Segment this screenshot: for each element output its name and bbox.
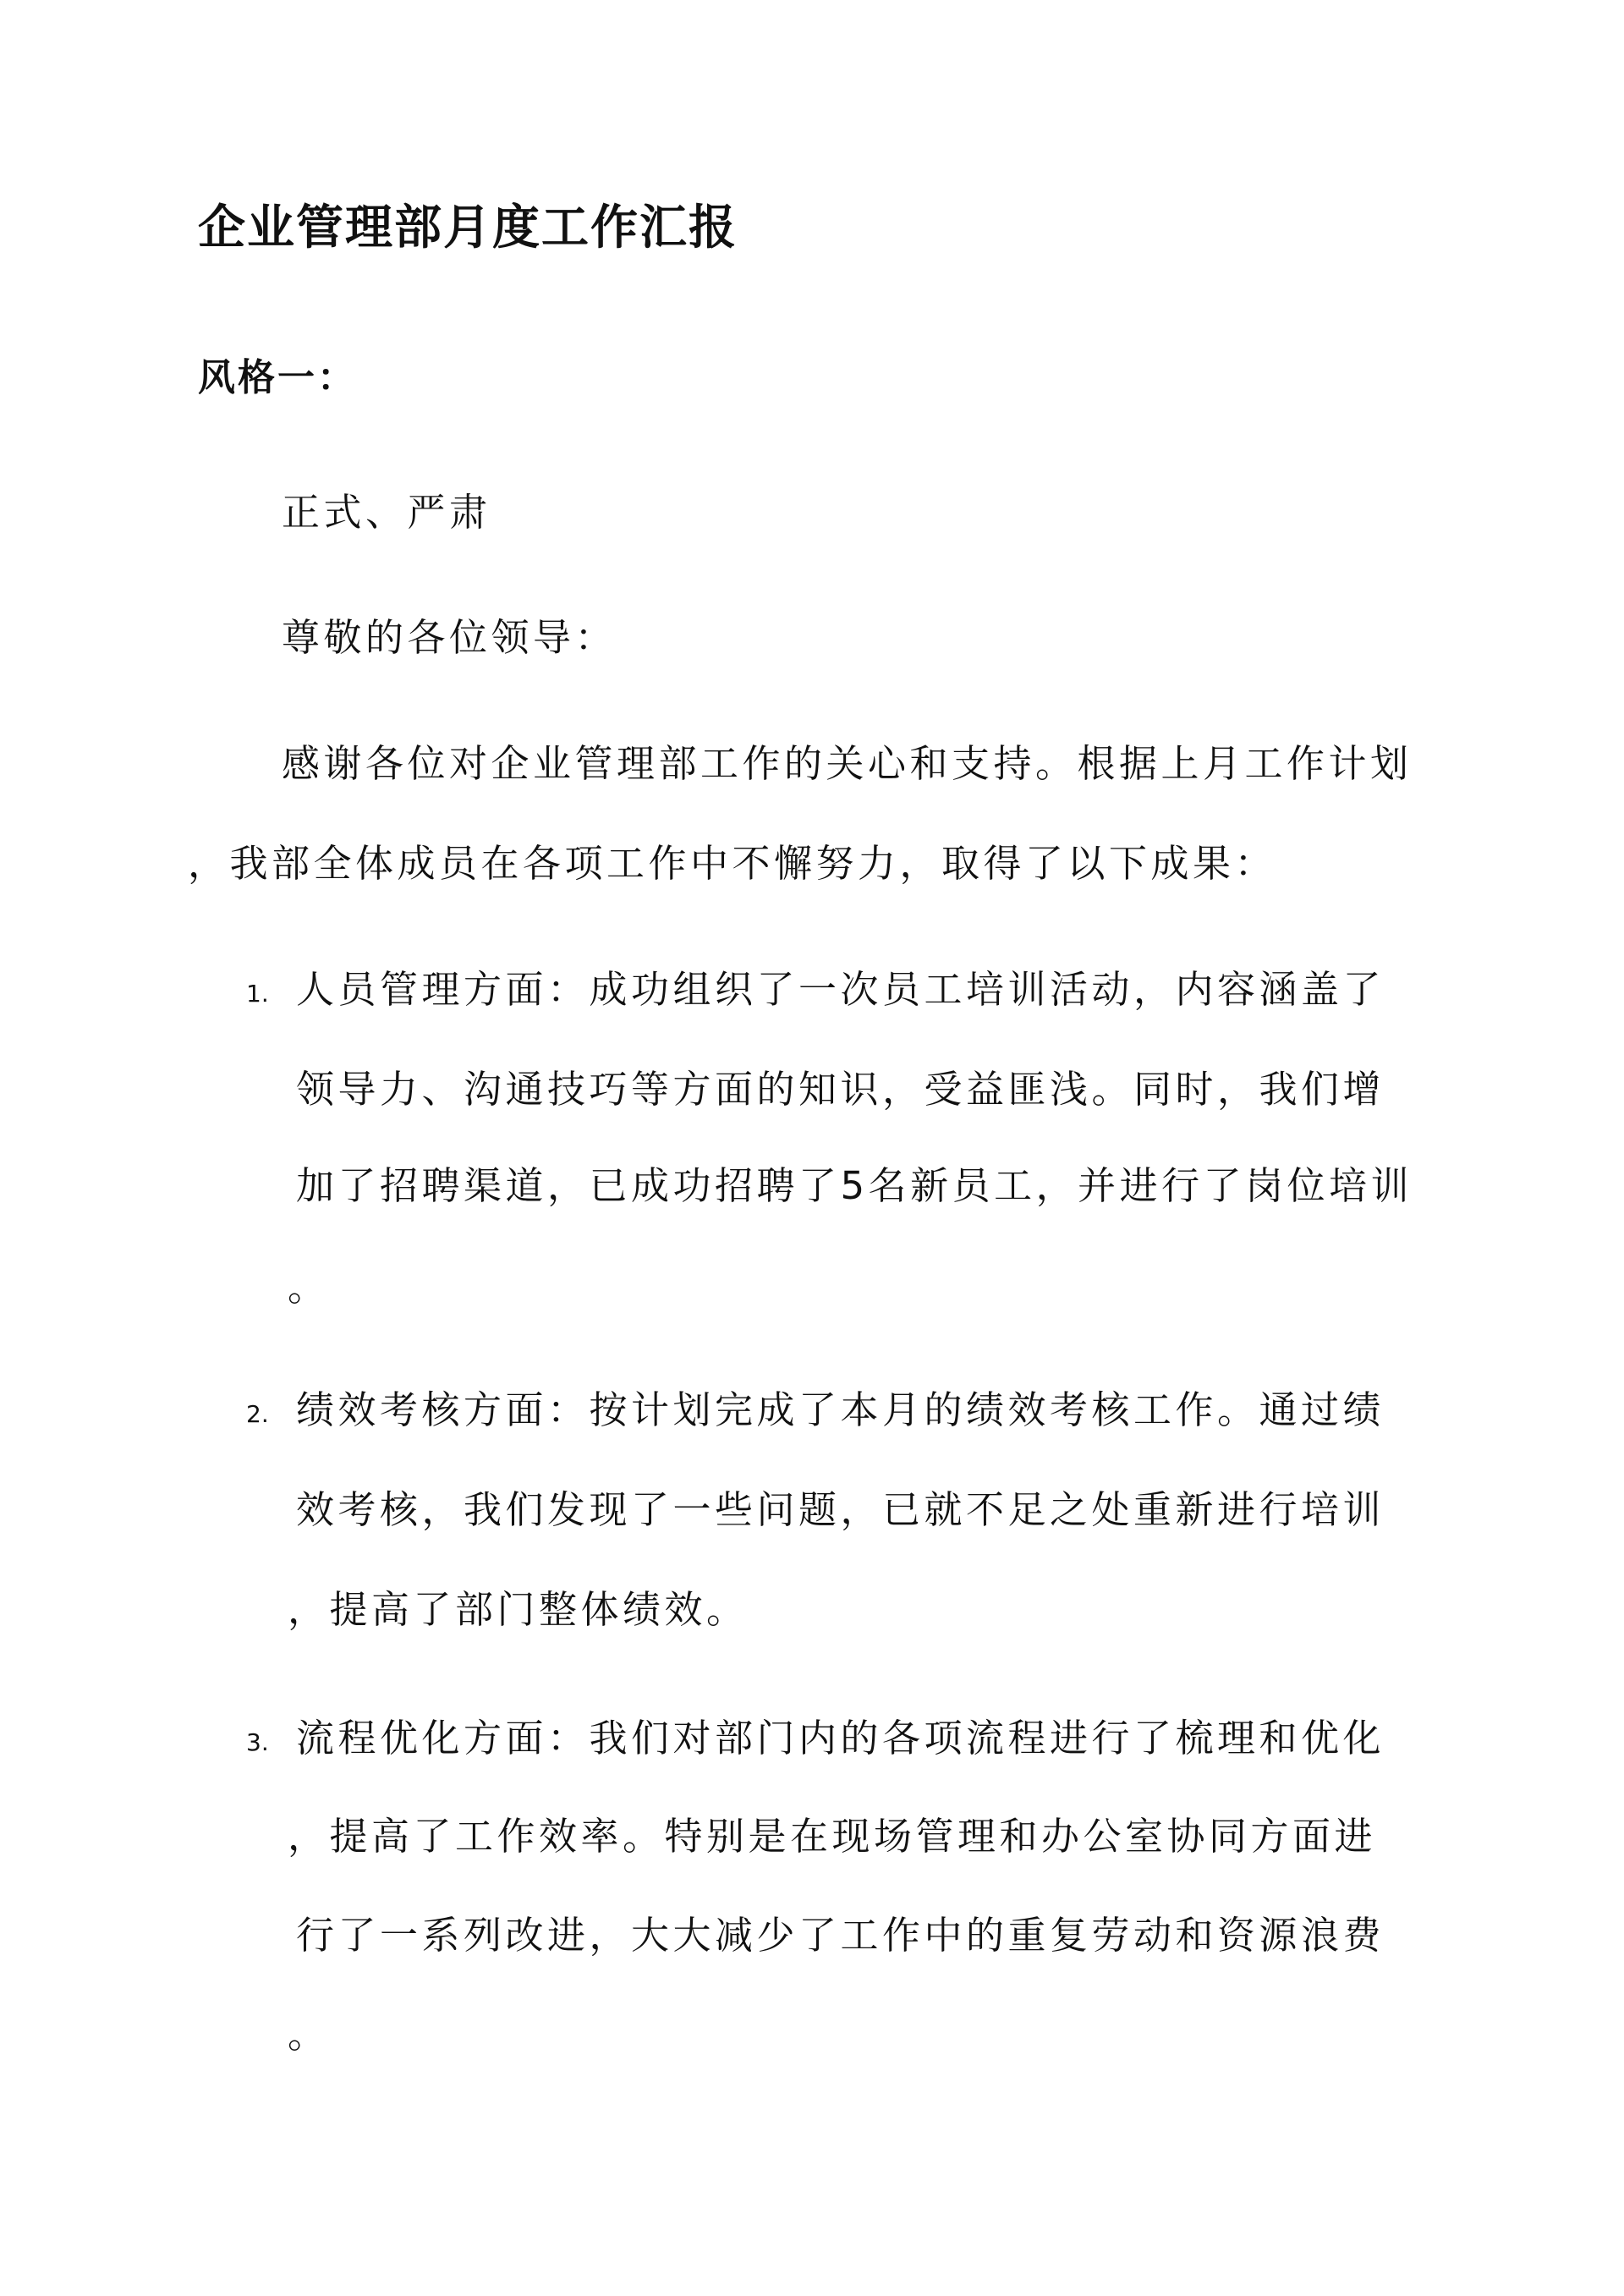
document-title: 企业管理部月度工作汇报 bbox=[198, 200, 738, 255]
style-heading: 风格一： bbox=[198, 356, 357, 399]
list-line: 行了一系列改进，大大减少了工作中的重复劳动和资源浪费 bbox=[296, 1913, 1385, 1958]
list-line: 。 bbox=[288, 2012, 330, 2057]
list-line: ，提高了部门整体绩效。 bbox=[288, 1587, 749, 1632]
list-line: 绩效考核方面：按计划完成了本月的绩效考核工作。通过绩 bbox=[296, 1387, 1385, 1432]
list-line: 领导力、沟通技巧等方面的知识，受益匪浅。同时，我们增 bbox=[296, 1067, 1385, 1112]
list-line: 流程优化方面：我们对部门内的各项流程进行了梳理和优化 bbox=[296, 1716, 1385, 1760]
intro-line: 感谢各位对企业管理部工作的关心和支持。根据上月工作计划 bbox=[282, 741, 1413, 786]
intro-line: ，我部全体成员在各项工作中不懈努力，取得了以下成果： bbox=[188, 841, 1277, 886]
list-number: 1. bbox=[246, 980, 269, 1008]
list-number: 3. bbox=[246, 1728, 269, 1756]
list-line: 加了招聘渠道，已成功招聘了5名新员工，并进行了岗位培训 bbox=[296, 1163, 1413, 1208]
salutation: 尊敬的各位领导： bbox=[282, 615, 617, 660]
list-line: ，提高了工作效率。特别是在现场管理和办公室协同方面进 bbox=[288, 1814, 1377, 1859]
list-number: 2. bbox=[246, 1400, 269, 1428]
list-line: 效考核，我们发现了一些问题，已就不足之处重新进行培训 bbox=[296, 1487, 1385, 1532]
list-line: 人员管理方面：成功组织了一次员工培训活动，内容涵盖了 bbox=[296, 967, 1385, 1012]
tone-text: 正式、严肃 bbox=[282, 490, 491, 535]
list-line: 。 bbox=[288, 1265, 330, 1310]
